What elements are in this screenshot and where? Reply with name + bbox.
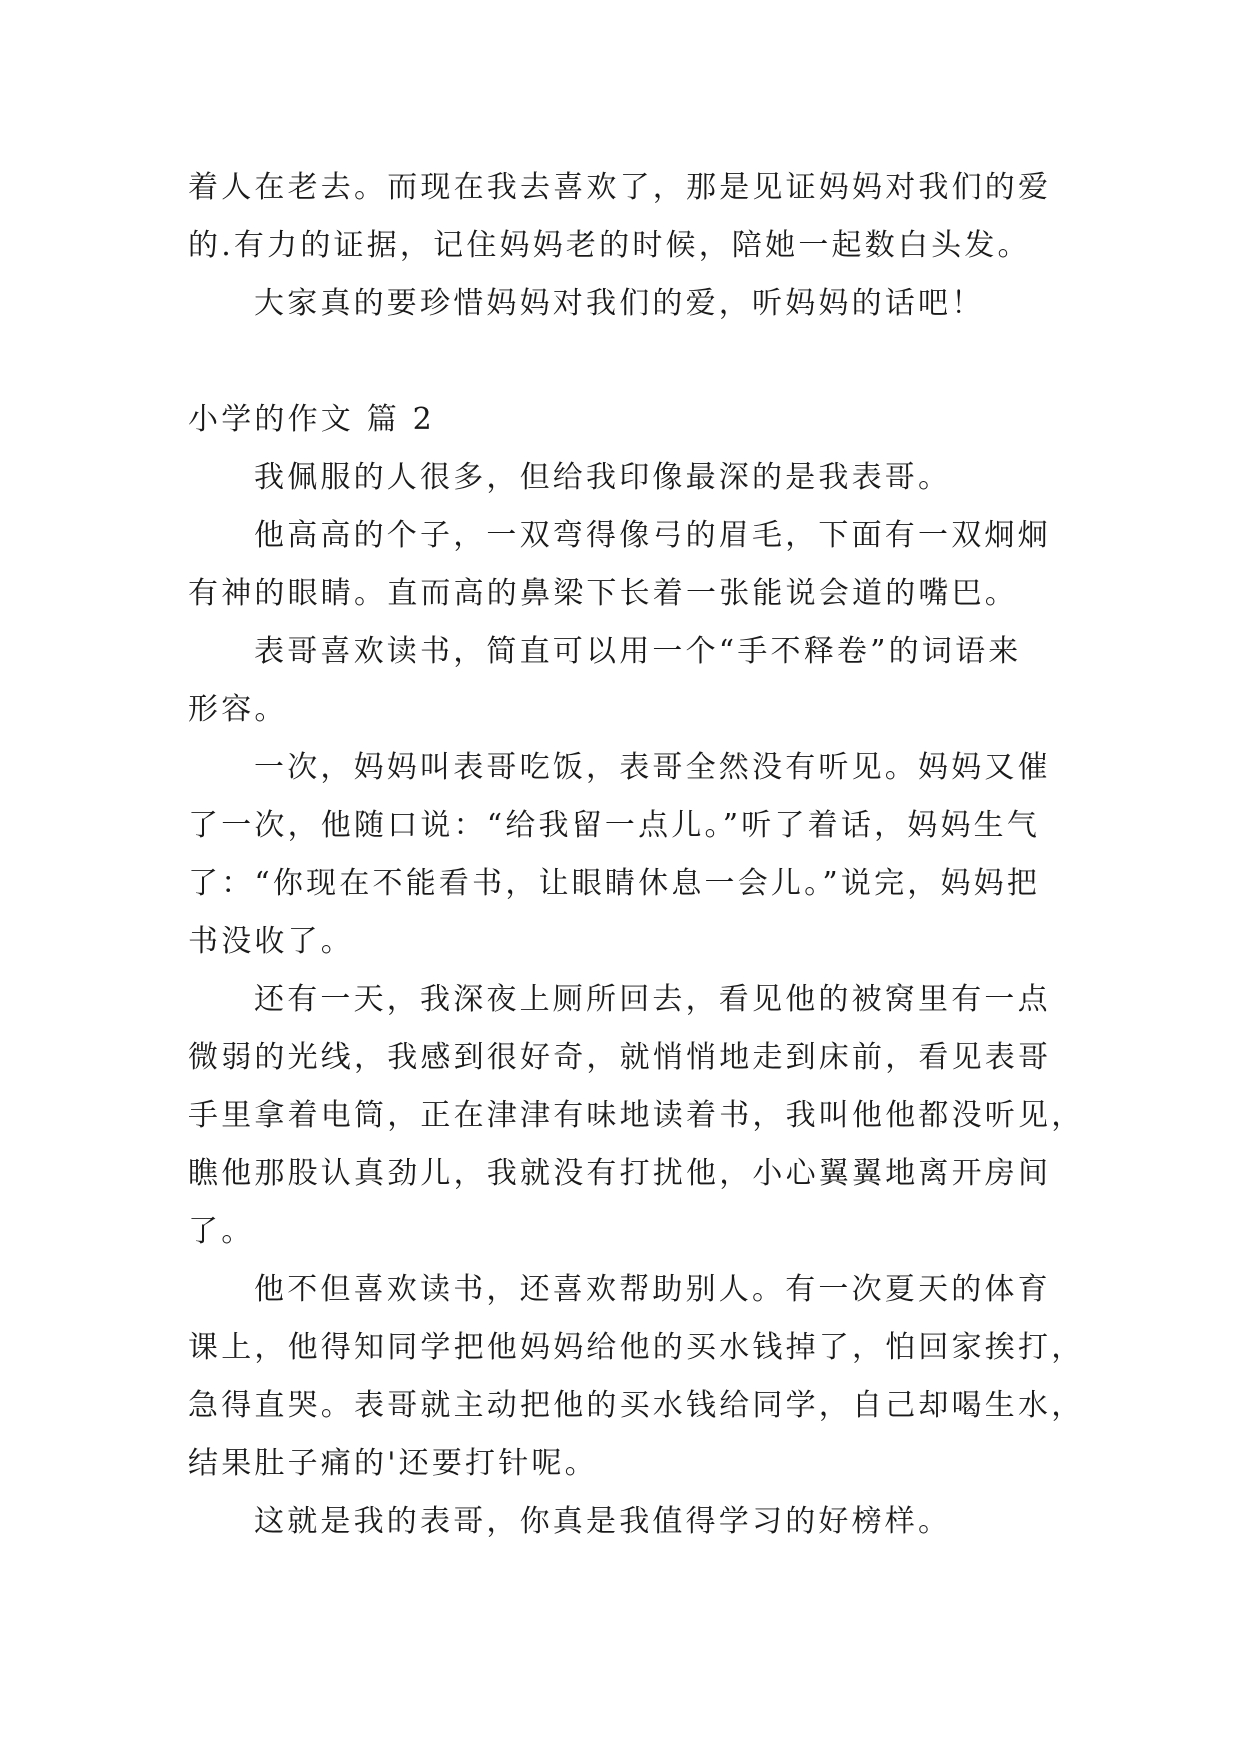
- paragraph: [188, 971, 1085, 1261]
- section-title: 小学的作文 篇 2: [188, 402, 435, 437]
- carryover-line: 的.有力的证据，记住妈妈老的时候，陪她一起数白头发。: [188, 228, 1031, 263]
- paragraph-line: 书没收了。: [188, 924, 354, 959]
- paragraph: [188, 449, 1058, 507]
- paragraph-line: 手里拿着电筒，正在津津有味地读着书，我叫他他都没听见，: [188, 1098, 1085, 1133]
- paragraph-line: 这就是我的表哥，你真是我值得学习的好榜样。: [254, 1504, 952, 1539]
- paragraph-line: 他高高的个子，一双弯得像弓的眉毛，下面有一双炯炯: [254, 518, 1051, 553]
- paragraph-line: 瞧他那股认真劲儿，我就没有打扰他，小心翼翼地离开房间: [188, 1156, 1052, 1191]
- paragraph: [188, 1493, 1058, 1551]
- paragraph-line: 急得直哭。表哥就主动把他的买水钱给同学，自己却喝生水，: [188, 1388, 1085, 1423]
- paragraph-line: 他不但喜欢读书，还喜欢帮助别人。有一次夏天的体育: [254, 1272, 1051, 1307]
- paragraph: [188, 507, 1058, 623]
- paragraph-line: 了一次，他随口说：“给我留一点儿。”听了着话，妈妈生气: [188, 808, 1041, 843]
- paragraph-line: 我佩服的人很多，但给我印像最深的是我表哥。: [254, 460, 952, 495]
- paragraph-line: 表哥喜欢读书，简直可以用一个“手不释卷”的词语来: [254, 634, 1022, 669]
- paragraph-line: 结果肚子痛的'还要打针呢。: [188, 1446, 598, 1481]
- paragraph-line: 一次，妈妈叫表哥吃饭，表哥全然没有听见。妈妈又催: [254, 750, 1051, 785]
- paragraph-line: 有神的眼睛。直而高的鼻梁下长着一张能说会道的嘴巴。: [188, 576, 1018, 611]
- paragraph-line: 课上，他得知同学把他妈妈给他的买水钱掉了，怕回家挨打，: [188, 1330, 1085, 1365]
- paragraph: [188, 1261, 1085, 1493]
- closing-line: 大家真的要珍惜妈妈对我们的爱，听妈妈的话吧！: [254, 286, 985, 321]
- paragraph: [188, 739, 1058, 971]
- paragraph-line: 微弱的光线，我感到很好奇，就悄悄地走到床前，看见表哥: [188, 1040, 1052, 1075]
- paragraph-line: 形容。: [188, 692, 288, 727]
- paragraph-line: 了：“你现在不能看书，让眼睛休息一会儿。”说完，妈妈把: [188, 866, 1041, 901]
- paragraph-line: 还有一天，我深夜上厕所回去，看见他的被窝里有一点: [254, 982, 1051, 1017]
- carryover-line: 着人在老去。而现在我去喜欢了，那是见证妈妈对我们的爱: [188, 170, 1052, 205]
- paragraph-line: 了。: [188, 1214, 255, 1249]
- paragraph: [188, 623, 1058, 739]
- document-body: [188, 159, 1085, 1551]
